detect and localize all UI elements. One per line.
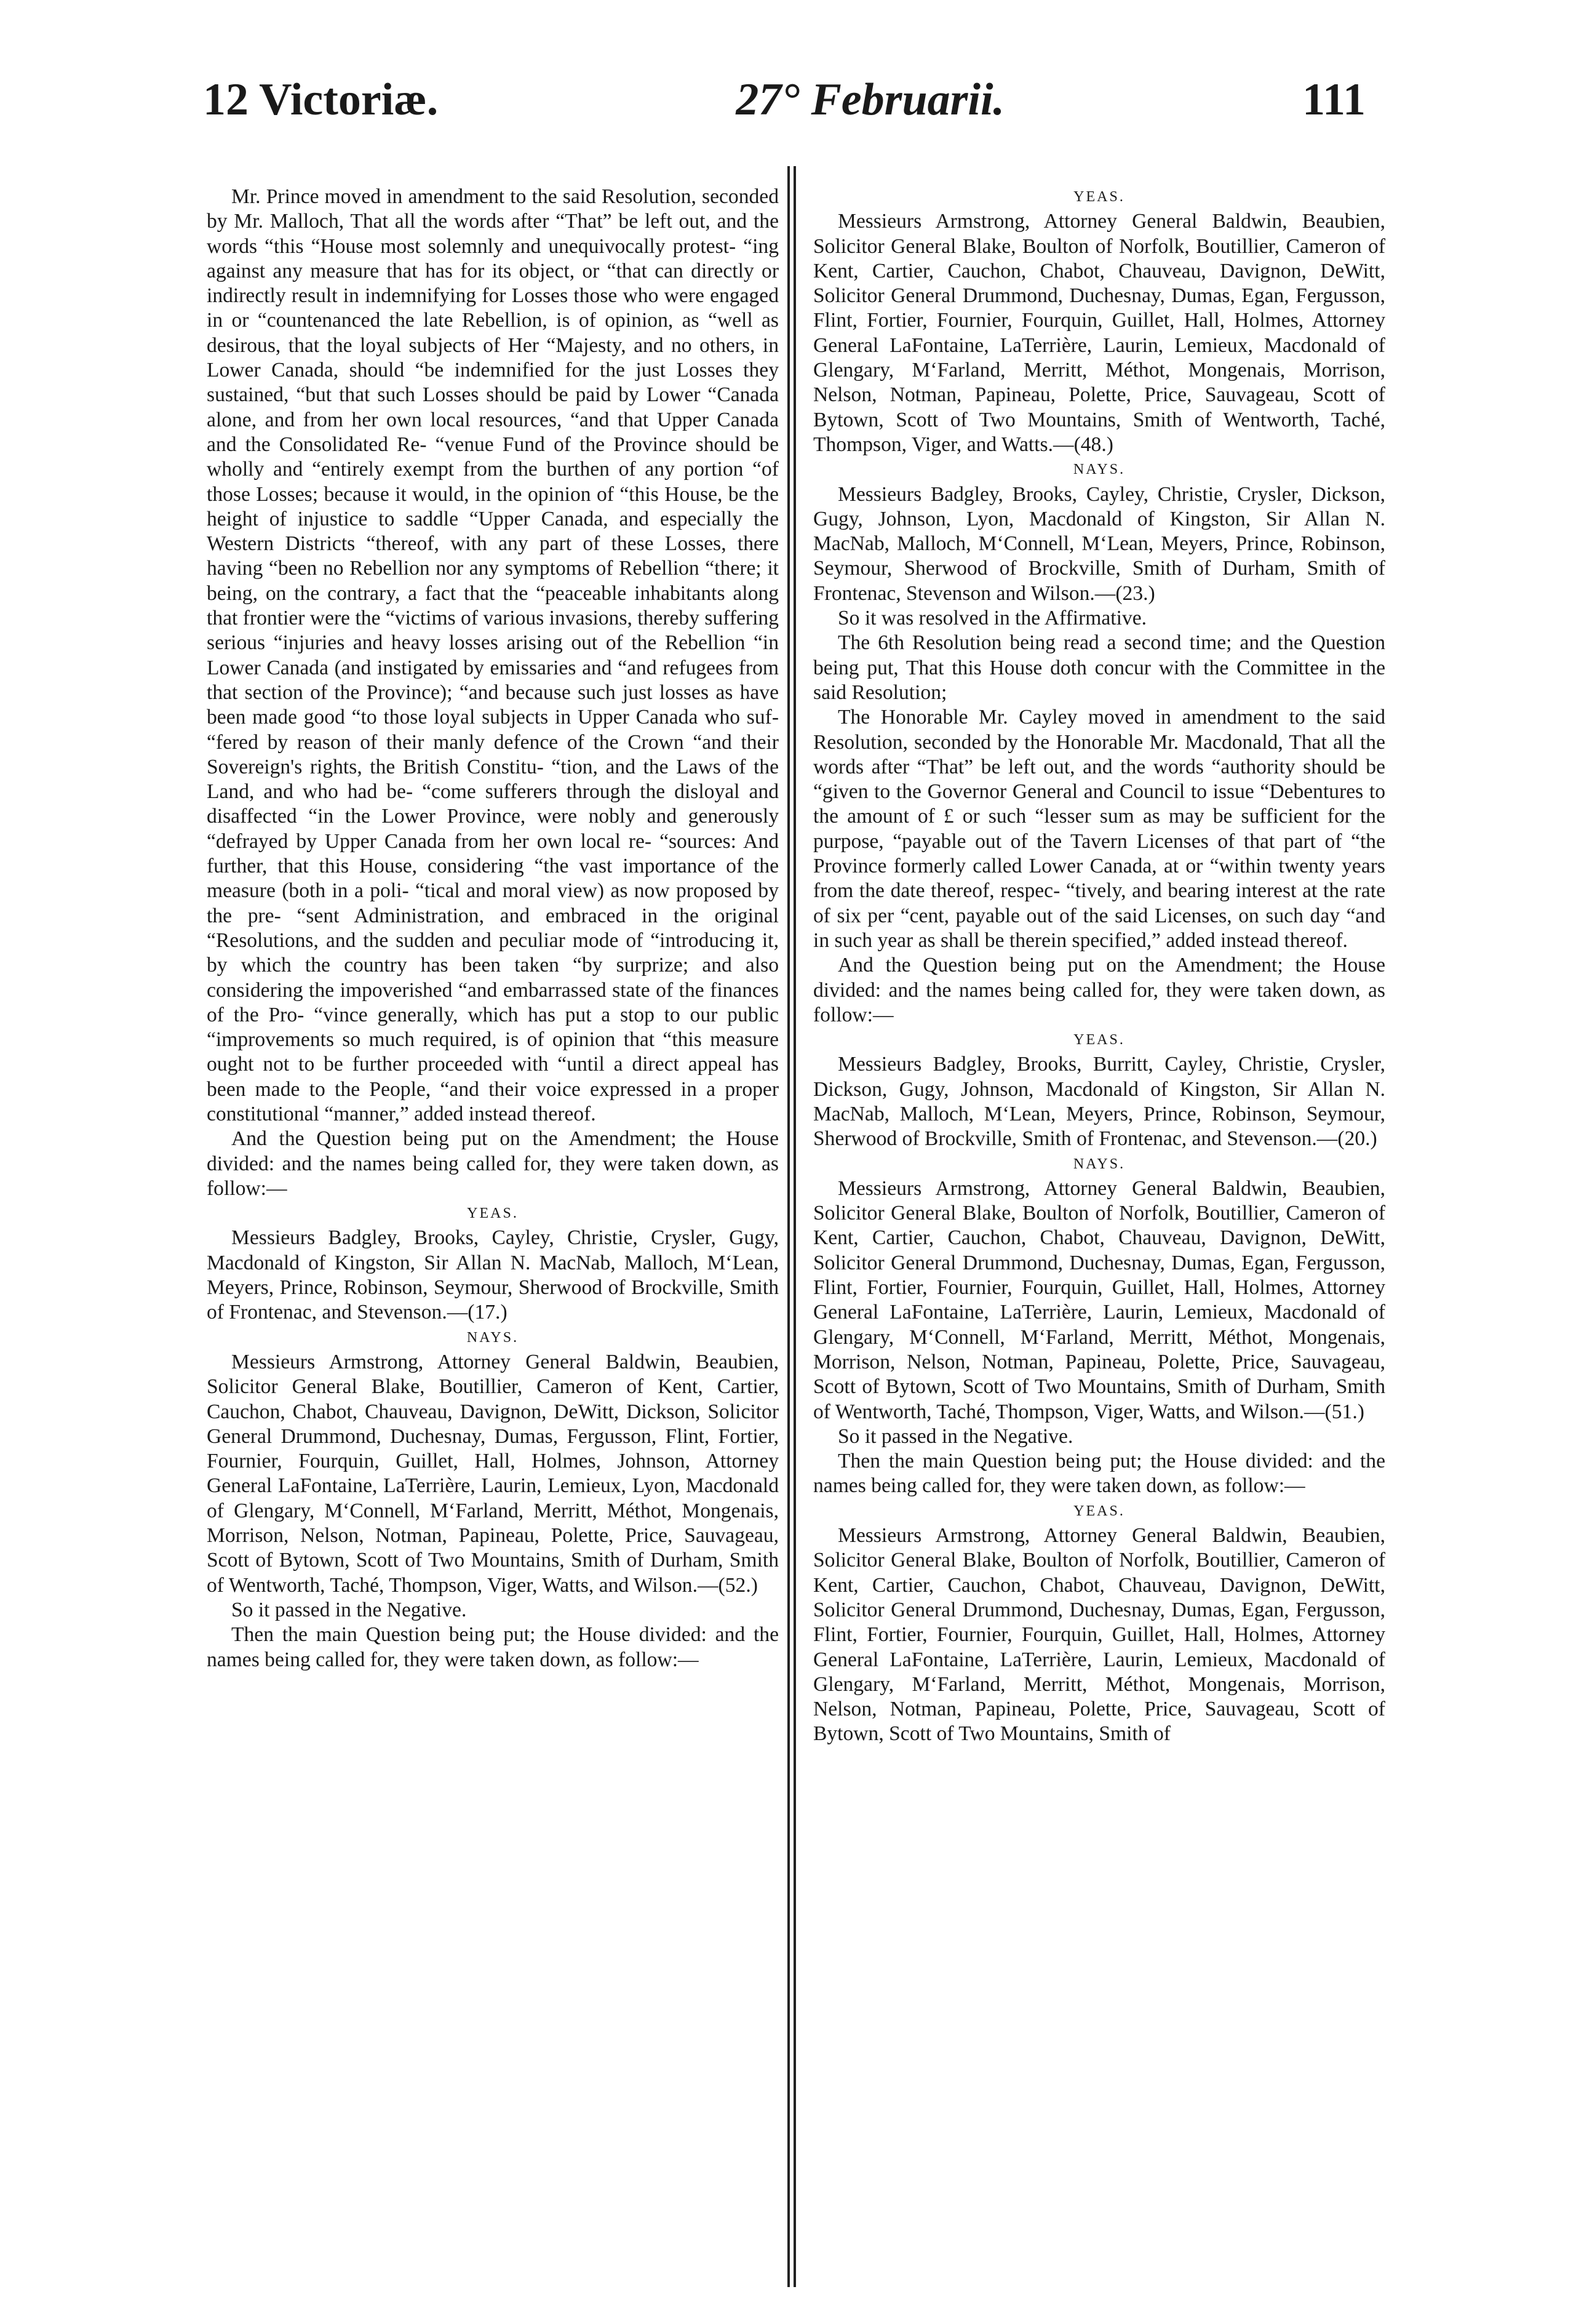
page-number: 111 [1302,74,1366,125]
division-label: NAYS. [1073,1156,1126,1172]
page-header [203,74,1366,148]
division-label: YEAS. [1073,1032,1125,1048]
paragraph: Messieurs Armstrong, Attorney General Baldwin, Beaubien, Solicitor General Blake, Boutillier, Cameron of Kent, Cartier, Cauchon, Chabot, Chauveau, Davignon, DeWitt, Dickson, Solicitor General Drummond, Duchesnay, Dumas, Fergusson, Flint, Fortier, Fournier, Fourquin, Guillet, Hall, Holmes, Johnson, Attorney General LaFontaine, LaTerrière, Laurin, Lemieux, Lyon, Macdonald of Glengary, M‘Connell, M‘Farland, Merritt, Méthot, Mongenais, Morrison, Nelson, Notman, Papineau, Polette, Price, Sauvageau, Scott of Bytown, Scott of Two Mountains, Smith of Durham, Smith of Wentworth, Taché, Thompson, Viger, Watts, and Wilson.—(52.) [207,1350,779,1597]
division-label: NAYS. [466,1329,519,1346]
division-label: NAYS. [1073,461,1126,478]
paragraph: The 6th Resolution being read a second time; and the Question being put, That this House doth concur with the Committee in the said Resolution; [813,631,1385,704]
division-label: YEAS. [1073,189,1125,205]
paragraph: So it was resolved in the Affirmative. [838,607,1147,630]
right-column [813,185,1385,1747]
header-regnal-year: 12 Victoriæ. [203,74,439,125]
paragraph: Messieurs Badgley, Brooks, Cayley, Christie, Crysler, Dickson, Gugy, Johnson, Lyon, Macdonald of Kingston, Sir Allan N. MacNab, Malloch, M‘Connell, M‘Lean, Meyers, Prince, Robinson, Seymour, Sherwood of Brockville, Smith of Durham, Smith of Frontenac, Stevenson and Wilson.—(23.) [813,482,1385,605]
paragraph: Messieurs Badgley, Brooks, Burritt, Cayley, Christie, Crysler, Dickson, Gugy, Johnson, Macdonald of Kingston, Sir Allan N. MacNab, Malloch, M‘Lean, Meyers, Prince, Robinson, Seymour, Sherwood of Brockville, Smith of Frontenac, and Stevenson.—(20.) [813,1053,1385,1151]
left-column [207,185,779,1672]
column-divider-rule [794,166,796,2287]
paragraph: The Honorable Mr. Cayley moved in amendment to the said Resolution, seconded by the Honorable Mr. Macdonald, That all the words after “That” be left out, and the words “authority should be “given to the Governor General and Council to issue “Debentures to the amount of £ or such “lesser sum as may be sufficient for the purpose, “payable out of the Tavern Licenses of that part of “the Province formerly called Lower Canada, at or “within twenty years from the date thereof, respec- “tively, and bearing interest at the rate of six per “cent, payable out of the said Licenses, on such day “and in such year as shall be therein specified,” added instead thereof. [813,706,1385,952]
paragraph: Messieurs Badgley, Brooks, Cayley, Christie, Crysler, Gugy, Macdonald of Kingston, Sir Allan N. MacNab, Malloch, M‘Lean, Meyers, Prince, Robinson, Seymour, Sherwood of Brockville, Smith of Frontenac, and Stevenson.—(17.) [207,1226,779,1324]
paragraph: Messieurs Armstrong, Attorney General Baldwin, Beaubien, Solicitor General Blake, Boulton of Norfolk, Boutillier, Cameron of Kent, Cartier, Cauchon, Chabot, Chauveau, Davignon, DeWitt, Solicitor General Drummond, Duchesnay, Dumas, Egan, Fergusson, Flint, Fortier, Fournier, Fourquin, Guillet, Hall, Holmes, Attorney General LaFontaine, LaTerrière, Laurin, Lemieux, Macdonald of Glengary, M‘Farland, Merritt, Méthot, Mongenais, Morrison, Nelson, Notman, Papineau, Polette, Price, Sauvageau, Scott of Bytown, Scott of Two Mountains, Smith of [813,1524,1385,1746]
paragraph: And the Question being put on the Amendment; the House divided: and the names being called for, they were taken down, as follow:— [207,1127,779,1200]
division-label: YEAS. [467,1205,519,1222]
column-divider-rule [787,166,790,2287]
paragraph: So it passed in the Negative. [838,1424,1073,1448]
paragraph: Messieurs Armstrong, Attorney General Baldwin, Beaubien, Solicitor General Blake, Boulton of Norfolk, Boutillier, Cameron of Kent, Cartier, Cauchon, Chabot, Chauveau, Davignon, DeWitt, Solicitor General Drummond, Duchesnay, Dumas, Egan, Fergusson, Flint, Fortier, Fournier, Fourquin, Guillet, Hall, Holmes, Attorney General LaFontaine, LaTerrière, Laurin, Lemieux, Macdonald of Glengary, M‘Connell, M‘Farland, Merritt, Méthot, Mongenais, Morrison, Nelson, Notman, Papineau, Polette, Price, Sauvageau, Scott of Bytown, Scott of Two Mountains, Smith of Durham, Smith of Wentworth, Taché, Thompson, Viger, Watts, and Wilson.—(51.) [813,1176,1385,1423]
paragraph: Mr. Prince moved in amendment to the said Resolution, seconded by Mr. Malloch, That all the words after “That” be left out, and the words “this “House most solemnly and unequivocally protest- “ing against any measure that has for its object, or “that can directly or indirectly result in indemnifying for Losses those who were engaged in or “countenanced the late Rebellion, is of opinion, as “well as desirous, that the loyal subjects of Her “Majesty, and no others, in Lower Canada, should “be indemnified for the just Losses they sustained, “but that such Losses should be paid by Lower “Canada alone, and from her own local resources, “and that Upper Canada and the Consolidated Re- “venue Fund of the Province should be wholly and “entirely exempt from the burthen of any portion “of those Losses; because it would, in the opinion of “this House, be the height of injustice to saddle “Upper Canada, and especially the Western Districts “thereof, with any part of these Losses, there having “been no Rebellion nor any symptoms of Rebellion “there; it being, on the contrary, a fact that the “peaceable inhabitants along that frontier were the “victims of various invasions, thereby suffering serious “injuries and heavy losses arising out of the Rebellion “in Lower Canada (and instigated by emissaries and “and refugees from that section of the Province); “and because such just losses as have been made good “to those loyal subjects in Upper Canada who suf- “fered by reason of their manly defence of the Crown “and their Sovereign's rights, the British Constitu- “tion, and the Laws of the Land, and who had be- “come sufferers through the disloyal and disaffected “in the Lower Province, were nobly and generously “defrayed by Upper Canada from her own local re- “sources: And further, that this House, considering “the vast importance of the measure (both in a poli- “tical and moral view) as now proposed by the pre- “sent Administration, and embraced in the original “Resolutions, and the sudden and peculiar mode of “introducing it, by which the country has been taken “by surprize; and also considering the impoverished “and embarrassed state of the finances of the Pro- “vince generally, which has put a stop to our public “improvements so much required, is of opinion that “this measure ought not to be further proceeded with “until a direct appeal has been made to the People, “and their voice expressed in a proper constitutional “manner,” added instead thereof. [207,185,779,1125]
paragraph: Then the main Question being put; the House divided: and the names being called for, they were taken down, as follow:— [207,1623,779,1671]
header-date: 27° Februarii. [736,74,1005,125]
paragraph: So it passed in the Negative. [231,1598,467,1621]
division-label: YEAS. [1073,1503,1125,1519]
paragraph: Then the main Question being put; the House divided: and the names being called for, they were taken down, as follow:— [813,1450,1385,1498]
paragraph: Messieurs Armstrong, Attorney General Baldwin, Beaubien, Solicitor General Blake, Boulton of Norfolk, Boutillier, Cameron of Kent, Cartier, Cauchon, Chabot, Chauveau, Davignon, DeWitt, Solicitor General Drummond, Duchesnay, Dumas, Egan, Fergusson, Flint, Fortier, Fournier, Fourquin, Guillet, Hall, Holmes, Attorney General LaFontaine, LaTerrière, Laurin, Lemieux, Macdonald of Glengary, M‘Farland, Merritt, Méthot, Mongenais, Morrison, Nelson, Notman, Papineau, Polette, Price, Sauvageau, Scott of Bytown, Scott of Two Mountains, Smith of Wentworth, Taché, Thompson, Viger, and Watts.—(48.) [813,210,1385,456]
paragraph: And the Question being put on the Amendment; the House divided: and the names being called for, they were taken down, as follow:— [813,954,1385,1026]
